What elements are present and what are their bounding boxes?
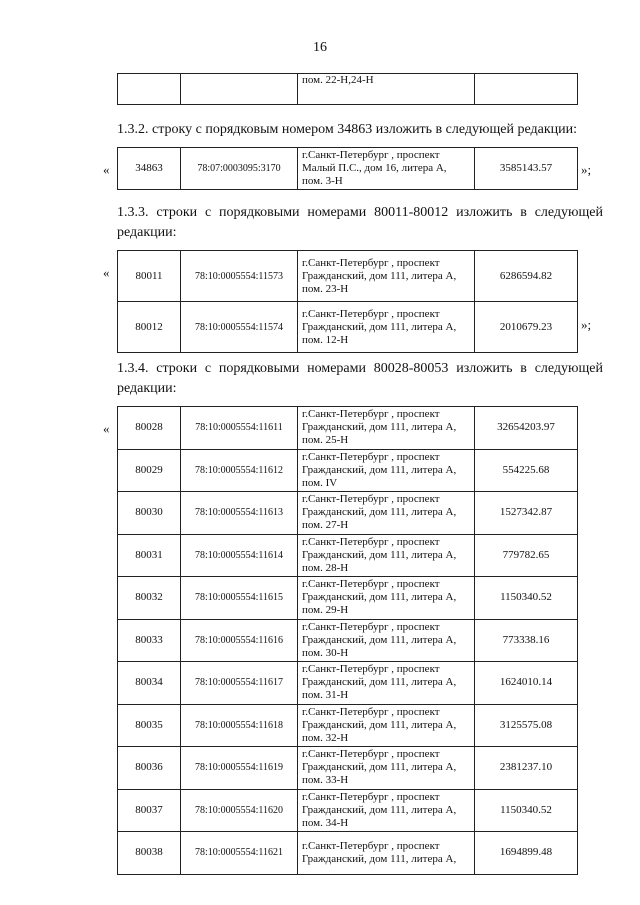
cell-address: г.Санкт-Петербург , проспект Гражданский, дом 111, литера А, пом. 12-Н xyxy=(298,302,475,353)
cell-cadastral: 78:10:0005554:11613 xyxy=(181,492,298,535)
cell-value: 1150340.52 xyxy=(475,577,578,620)
cell-num: 34863 xyxy=(118,148,181,190)
table-row xyxy=(118,534,578,577)
cell-cadastral: 78:10:0005554:11612 xyxy=(181,449,298,492)
cell-address: г.Санкт-Петербург , проспект Гражданский, дом 111, литера А, пом. 28-Н xyxy=(298,534,475,577)
table-row xyxy=(118,789,578,832)
table-row xyxy=(118,662,578,705)
table-row xyxy=(118,74,578,105)
cell-num: 80030 xyxy=(118,492,181,535)
cell-num: 80033 xyxy=(118,619,181,662)
cell-num: 80012 xyxy=(118,302,181,353)
quote-open: « xyxy=(103,265,110,280)
quote-close: »; xyxy=(581,317,592,332)
table-row xyxy=(118,407,578,450)
cell-address: г.Санкт-Петербург , проспект Гражданский, дом 111, литера А, пом. 32-Н xyxy=(298,704,475,747)
cell-address: г.Санкт-Петербург , проспект Гражданский, дом 111, литера А, пом. 23-Н xyxy=(298,251,475,302)
cell-address: пом. 22-Н,24-Н xyxy=(298,74,475,105)
cell-value: 6286594.82 xyxy=(475,251,578,302)
cell-num: 80031 xyxy=(118,534,181,577)
table-row xyxy=(118,704,578,747)
cell-value xyxy=(475,74,578,105)
cell-num: 80011 xyxy=(118,251,181,302)
cell-num: 80034 xyxy=(118,662,181,705)
cell-num: 80036 xyxy=(118,747,181,790)
cell-address: г.Санкт-Петербург , проспект Гражданский, дом 111, литера А, пом. 25-Н xyxy=(298,407,475,450)
table-80028-80053 xyxy=(117,406,578,875)
table-row xyxy=(118,832,578,875)
cell-value: 779782.65 xyxy=(475,534,578,577)
cell-address: г.Санкт-Петербург , проспект Гражданский, дом 111, литера А, пом. 27-Н xyxy=(298,492,475,535)
cell-cadastral xyxy=(181,74,298,105)
cell-value: 1150340.52 xyxy=(475,789,578,832)
cell-num xyxy=(118,74,181,105)
cell-address: г.Санкт-Петербург , проспект Гражданский, дом 111, литера А, пом. 33-Н xyxy=(298,747,475,790)
cell-value: 32654203.97 xyxy=(475,407,578,450)
section-1-3-4: 1.3.4. строки с порядковыми номерами 80028-80053 изложить в следующей редакции: xyxy=(117,361,603,396)
cell-cadastral: 78:10:0005554:11616 xyxy=(181,619,298,662)
cell-value: 1527342.87 xyxy=(475,492,578,535)
page-number: 16 xyxy=(313,40,327,55)
cell-value: 3125575.08 xyxy=(475,704,578,747)
quote-open: « xyxy=(103,421,110,436)
cell-value: 554225.68 xyxy=(475,449,578,492)
cell-cadastral: 78:10:0005554:11620 xyxy=(181,789,298,832)
cell-cadastral: 78:10:0005554:11574 xyxy=(181,302,298,353)
cell-num: 80032 xyxy=(118,577,181,620)
section-1-3-3: 1.3.3. строки с порядковыми номерами 80011-80012 изложить в следующей редакции: xyxy=(117,205,603,240)
cell-value: 773338.16 xyxy=(475,619,578,662)
cell-value: 1624010.14 xyxy=(475,662,578,705)
cell-address: г.Санкт-Петербург , проспект Гражданский, дом 111, литера А, xyxy=(298,832,475,875)
cell-num: 80028 xyxy=(118,407,181,450)
section-1-3-2: 1.3.2. строку с порядковым номером 34863 изложить в следующей редакции: xyxy=(117,122,578,137)
cell-num: 80037 xyxy=(118,789,181,832)
table-row xyxy=(118,492,578,535)
cell-cadastral: 78:10:0005554:11618 xyxy=(181,704,298,747)
cell-value: 2381237.10 xyxy=(475,747,578,790)
cell-value: 3585143.57 xyxy=(475,148,578,190)
cell-cadastral: 78:07:0003095:3170 xyxy=(181,148,298,190)
cell-cadastral: 78:10:0005554:11619 xyxy=(181,747,298,790)
cell-address: г.Санкт-Петербург , проспект Гражданский, дом 111, литера А, пом. 30-Н xyxy=(298,619,475,662)
cell-cadastral: 78:10:0005554:11617 xyxy=(181,662,298,705)
cell-cadastral: 78:10:0005554:11614 xyxy=(181,534,298,577)
table-80011-80012 xyxy=(117,250,578,353)
cell-value: 1694899.48 xyxy=(475,832,578,875)
table-row xyxy=(118,148,578,190)
cell-value: 2010679.23 xyxy=(475,302,578,353)
table-row xyxy=(118,302,578,353)
cell-address: г.Санкт-Петербург , проспект Малый П.С., дом 16, литера А, пом. 3-Н xyxy=(298,148,475,190)
cell-cadastral: 78:10:0005554:11611 xyxy=(181,407,298,450)
table-34863 xyxy=(117,147,578,190)
cell-address: г.Санкт-Петербург , проспект Гражданский, дом 111, литера А, пом. 31-Н xyxy=(298,662,475,705)
table-row xyxy=(118,577,578,620)
cell-num: 80035 xyxy=(118,704,181,747)
table-row xyxy=(118,449,578,492)
cell-num: 80038 xyxy=(118,832,181,875)
cell-address: г.Санкт-Петербург , проспект Гражданский, дом 111, литера А, пом. 29-Н xyxy=(298,577,475,620)
quote-open: « xyxy=(103,162,110,177)
table-row xyxy=(118,251,578,302)
cell-address: г.Санкт-Петербург , проспект Гражданский, дом 111, литера А, пом. IV xyxy=(298,449,475,492)
cell-address: г.Санкт-Петербург , проспект Гражданский, дом 111, литера А, пом. 34-Н xyxy=(298,789,475,832)
continued-table xyxy=(117,73,578,105)
table-row xyxy=(118,747,578,790)
quote-close: »; xyxy=(581,162,592,177)
cell-num: 80029 xyxy=(118,449,181,492)
cell-cadastral: 78:10:0005554:11621 xyxy=(181,832,298,875)
cell-cadastral: 78:10:0005554:11615 xyxy=(181,577,298,620)
table-row xyxy=(118,619,578,662)
cell-cadastral: 78:10:0005554:11573 xyxy=(181,251,298,302)
